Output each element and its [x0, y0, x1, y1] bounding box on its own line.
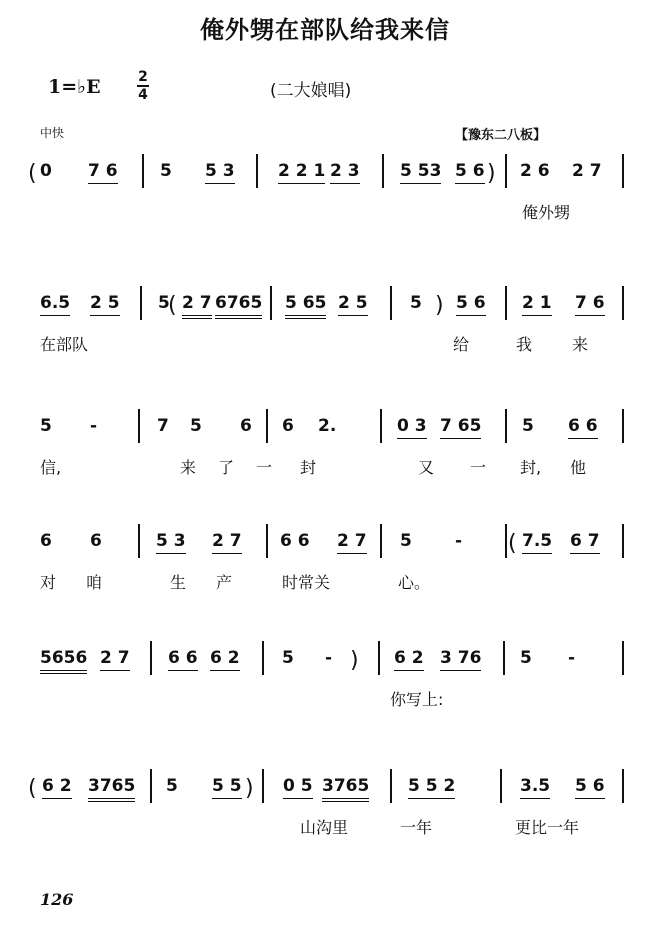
banshi-marking: 【豫东二八板】	[455, 128, 547, 143]
notation-line	[0, 765, 650, 805]
lyrics-line	[0, 815, 650, 841]
parenthesis: )	[350, 648, 359, 673]
lyric-text: 产	[216, 573, 233, 592]
note-group: 6 6	[280, 531, 310, 551]
notation-line	[0, 520, 650, 560]
lyrics-line	[0, 455, 650, 481]
bar-line	[256, 154, 258, 188]
note-group: 5	[40, 416, 52, 436]
lyric-text: 他	[570, 458, 587, 477]
lyric-text: 俺外甥	[522, 203, 571, 222]
note-group: 6 2	[210, 648, 240, 668]
lyric-text: 我	[516, 335, 533, 354]
lyric-text: 来	[180, 458, 197, 477]
lyric-text: 封,	[520, 458, 542, 477]
time-signature	[137, 70, 149, 102]
bar-line	[505, 286, 507, 320]
bar-line	[505, 524, 507, 558]
bar-line	[622, 769, 624, 803]
lyric-text: 生	[170, 573, 187, 592]
note-group: 5656	[40, 648, 88, 668]
lyric-text: 封	[300, 458, 317, 477]
lyric-text: 时常关	[282, 573, 331, 592]
bar-line	[378, 641, 380, 675]
note-group: 2 7	[182, 293, 212, 313]
lyrics-line	[0, 332, 650, 358]
note-group: 7.5	[522, 531, 553, 551]
note-group: 2.	[318, 416, 337, 436]
notation-system	[0, 405, 650, 505]
bar-line	[262, 641, 264, 675]
note-group: 5 5	[212, 776, 242, 796]
note-group: 5 6	[455, 161, 485, 181]
note-group: -	[325, 648, 333, 668]
note-group: 5	[158, 293, 170, 313]
note-group: 3.5	[520, 776, 551, 796]
lyric-text: 一	[256, 458, 273, 477]
page-number: 126	[40, 890, 74, 909]
notation-system	[0, 520, 650, 620]
note-group: 5	[410, 293, 422, 313]
note-group: 7 6	[88, 161, 118, 181]
bar-line	[622, 409, 624, 443]
lyric-text: 又	[418, 458, 435, 477]
tempo-marking: 中快	[40, 126, 65, 140]
bar-line	[142, 154, 144, 188]
bar-line	[266, 524, 268, 558]
notation-line	[0, 637, 650, 677]
parenthesis: (	[168, 293, 177, 318]
note-group: 6.5	[40, 293, 71, 313]
note-group: 5 3	[156, 531, 186, 551]
note-group: 0	[40, 161, 52, 181]
bar-line	[270, 286, 272, 320]
parenthesis: )	[435, 293, 444, 318]
note-group: 2 3	[330, 161, 360, 181]
notation-line	[0, 282, 650, 322]
bar-line	[262, 769, 264, 803]
note-group: 0 3	[397, 416, 427, 436]
bar-line	[150, 769, 152, 803]
note-group: 0 5	[283, 776, 313, 796]
notation-line	[0, 405, 650, 445]
parenthesis: (	[28, 776, 37, 801]
notation-line	[0, 150, 650, 190]
lyric-text: 心。	[398, 573, 431, 592]
note-group: 6 7	[570, 531, 600, 551]
notation-system	[0, 765, 650, 865]
note-group: 3765	[322, 776, 370, 796]
time-signature-top: 2	[138, 69, 148, 85]
notation-system	[0, 150, 650, 250]
parenthesis: )	[245, 776, 254, 801]
notation-system	[0, 282, 650, 382]
singer-label: (二大娘唱)	[270, 81, 352, 101]
bar-line	[622, 524, 624, 558]
note-group: 5	[166, 776, 178, 796]
note-group: 2 7	[572, 161, 602, 181]
bar-line	[505, 154, 507, 188]
note-group: 5 6	[575, 776, 605, 796]
bar-line	[622, 641, 624, 675]
note-group: 7 6	[575, 293, 605, 313]
note-group: 5	[400, 531, 412, 551]
bar-line	[266, 409, 268, 443]
bar-line	[138, 409, 140, 443]
note-group: 2 7	[337, 531, 367, 551]
note-group: 6765	[215, 293, 263, 313]
bar-line	[390, 286, 392, 320]
note-group: 5	[520, 648, 532, 668]
parenthesis: (	[28, 161, 37, 186]
note-group: 5 5 2	[408, 776, 456, 796]
bar-line	[380, 524, 382, 558]
note-group: 2 1	[522, 293, 552, 313]
time-signature-bottom: 4	[138, 87, 148, 103]
parenthesis: )	[487, 161, 496, 186]
note-group: 7	[157, 416, 169, 436]
lyrics-line	[0, 200, 650, 226]
bar-line	[622, 286, 624, 320]
bar-line	[622, 154, 624, 188]
note-group: 2 5	[338, 293, 368, 313]
note-group: 5	[160, 161, 172, 181]
note-group: 5 53	[400, 161, 442, 181]
note-group: 5	[190, 416, 202, 436]
note-group: 5 3	[205, 161, 235, 181]
note-group: 6 6	[568, 416, 598, 436]
lyric-text: 山沟里	[300, 818, 349, 837]
bar-line	[500, 769, 502, 803]
note-group: 5 6	[456, 293, 486, 313]
note-group: 2 7	[100, 648, 130, 668]
note-group: 2 5	[90, 293, 120, 313]
bar-line	[380, 409, 382, 443]
note-group: 6	[240, 416, 252, 436]
note-group: -	[90, 416, 98, 436]
notation-system	[0, 637, 650, 737]
lyric-text: 来	[572, 335, 589, 354]
lyrics-line	[0, 570, 650, 596]
bar-line	[505, 409, 507, 443]
note-group: 6 6	[168, 648, 198, 668]
key-signature: 1=♭E	[48, 76, 101, 98]
lyric-text: 你写上:	[390, 690, 444, 709]
bar-line	[390, 769, 392, 803]
note-group: -	[568, 648, 576, 668]
note-group: 5	[282, 648, 294, 668]
parenthesis: (	[508, 531, 517, 556]
song-title: 俺外甥在部队给我来信	[200, 16, 450, 44]
lyric-text: 信,	[40, 458, 62, 477]
lyrics-line	[0, 687, 650, 713]
lyric-text: 在部队	[40, 335, 89, 354]
bar-line	[503, 641, 505, 675]
bar-line	[140, 286, 142, 320]
note-group: 7 65	[440, 416, 482, 436]
note-group: 2 7	[212, 531, 242, 551]
note-group: 6	[90, 531, 102, 551]
note-group: -	[455, 531, 463, 551]
bar-line	[150, 641, 152, 675]
note-group: 6	[40, 531, 52, 551]
note-group: 6 2	[394, 648, 424, 668]
lyric-text: 一年	[400, 818, 433, 837]
lyric-text: 对	[40, 573, 57, 592]
lyric-text: 给	[453, 335, 470, 354]
note-group: 2 2 1	[278, 161, 326, 181]
lyric-text: 咱	[86, 573, 103, 592]
note-group: 3765	[88, 776, 136, 796]
note-group: 5 65	[285, 293, 327, 313]
note-group: 6 2	[42, 776, 72, 796]
note-group: 6	[282, 416, 294, 436]
note-group: 2 6	[520, 161, 550, 181]
lyric-text: 了	[218, 458, 235, 477]
lyric-text: 一	[470, 458, 487, 477]
note-group: 5	[522, 416, 534, 436]
bar-line	[382, 154, 384, 188]
lyric-text: 更比一年	[515, 818, 580, 837]
note-group: 3 76	[440, 648, 482, 668]
bar-line	[138, 524, 140, 558]
